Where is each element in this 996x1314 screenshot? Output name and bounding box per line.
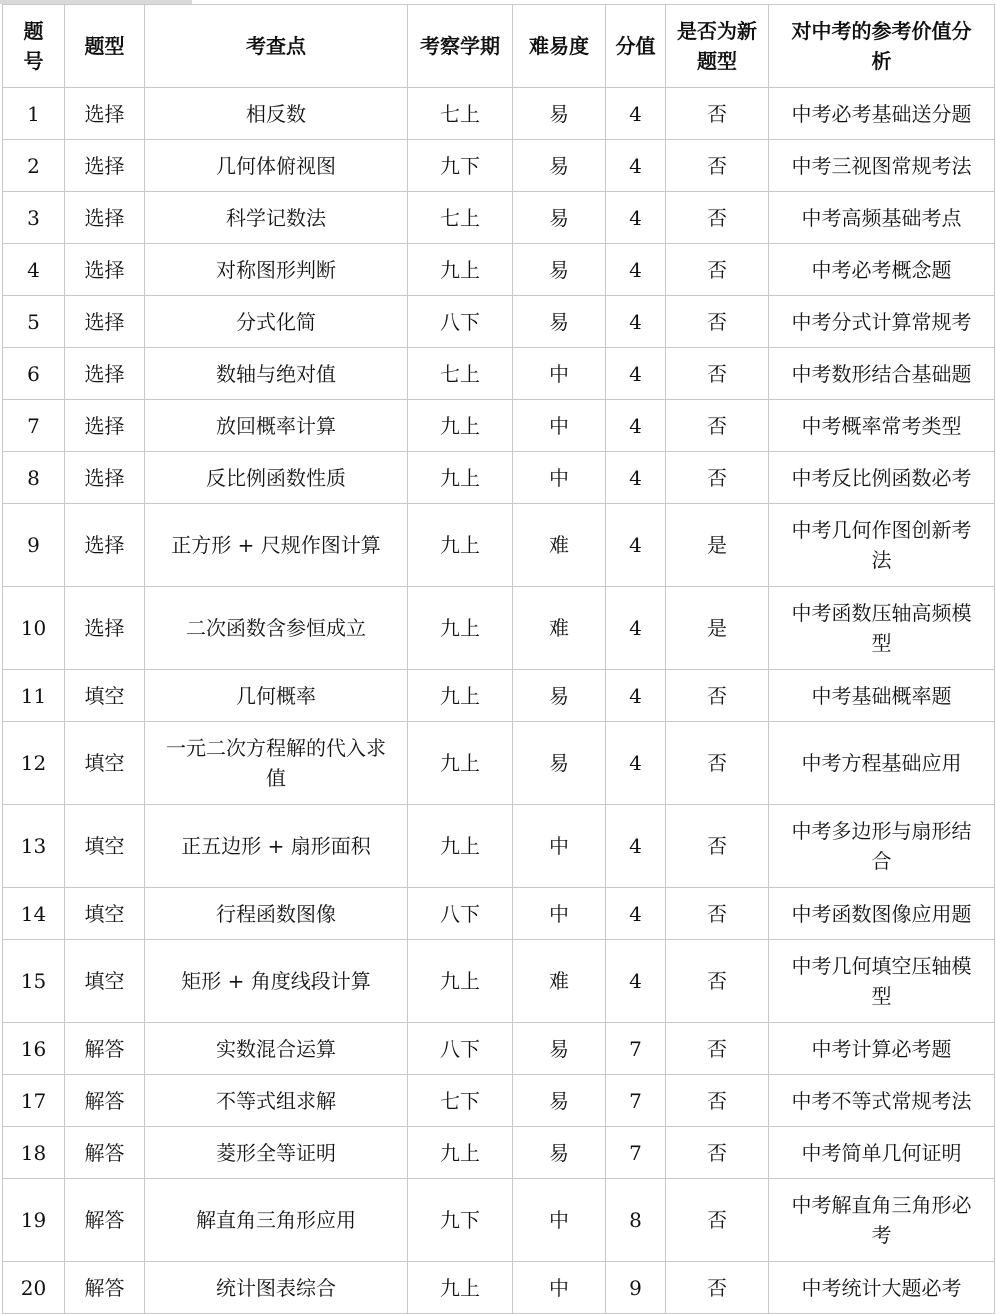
cell-reference-value: 中考反比例函数必考: [769, 452, 995, 504]
header-question-no: 题号: [3, 5, 65, 88]
cell-term: 九上: [408, 940, 513, 1023]
cell-reference-value: 中考概率常考类型: [769, 400, 995, 452]
cell-new-type: 否: [666, 452, 769, 504]
cell-new-type: 否: [666, 805, 769, 888]
cell-score: 4: [606, 888, 666, 940]
cell-question-type: 选择: [65, 140, 145, 192]
cell-new-type: 是: [666, 587, 769, 670]
cell-question-type: 解答: [65, 1075, 145, 1127]
cell-difficulty: 易: [513, 1023, 606, 1075]
cell-term: 九下: [408, 1179, 513, 1262]
cell-term: 九上: [408, 1127, 513, 1179]
cell-new-type: 否: [666, 348, 769, 400]
cell-term: 九上: [408, 400, 513, 452]
cell-new-type: 否: [666, 1179, 769, 1262]
cell-question-type: 选择: [65, 244, 145, 296]
cell-difficulty: 难: [513, 587, 606, 670]
table-row: [3, 940, 995, 1023]
table-row: [3, 244, 995, 296]
header-question-type: 题型: [65, 5, 145, 88]
cell-knowledge-point: 正方形 + 尺规作图计算: [145, 504, 408, 587]
cell-new-type: 否: [666, 1262, 769, 1314]
cell-reference-value: 中考函数压轴高频模型: [769, 587, 995, 670]
cell-knowledge-point: 菱形全等证明: [145, 1127, 408, 1179]
cell-difficulty: 难: [513, 940, 606, 1023]
cell-term: 九上: [408, 805, 513, 888]
cell-term: 八下: [408, 888, 513, 940]
cell-difficulty: 易: [513, 722, 606, 805]
cell-score: 4: [606, 722, 666, 805]
cell-new-type: 否: [666, 670, 769, 722]
cell-term: 九上: [408, 722, 513, 805]
header-term: 考察学期: [408, 5, 513, 88]
table-row: [3, 296, 995, 348]
cell-term: 九上: [408, 452, 513, 504]
cell-term: 九上: [408, 244, 513, 296]
cell-question-no: 12: [3, 722, 65, 805]
cell-question-no: 18: [3, 1127, 65, 1179]
cell-knowledge-point: 几何体俯视图: [145, 140, 408, 192]
cell-new-type: 否: [666, 296, 769, 348]
cell-question-no: 14: [3, 888, 65, 940]
table-row: [3, 722, 995, 805]
cell-question-no: 6: [3, 348, 65, 400]
cell-knowledge-point: 科学记数法: [145, 192, 408, 244]
cell-reference-value: 中考方程基础应用: [769, 722, 995, 805]
cell-term: 九上: [408, 504, 513, 587]
table-row: [3, 587, 995, 670]
exam-analysis-table: [2, 4, 995, 1314]
cell-new-type: 否: [666, 192, 769, 244]
cell-difficulty: 中: [513, 1262, 606, 1314]
table-row: [3, 1075, 995, 1127]
cell-question-type: 填空: [65, 940, 145, 1023]
cell-question-type: 填空: [65, 805, 145, 888]
cell-difficulty: 易: [513, 296, 606, 348]
cell-question-type: 选择: [65, 296, 145, 348]
cell-term: 九下: [408, 140, 513, 192]
cell-question-no: 10: [3, 587, 65, 670]
cell-score: 4: [606, 940, 666, 1023]
cell-reference-value: 中考简单几何证明: [769, 1127, 995, 1179]
cell-term: 九上: [408, 1262, 513, 1314]
cell-question-type: 选择: [65, 587, 145, 670]
cell-score: 7: [606, 1023, 666, 1075]
cell-term: 七上: [408, 348, 513, 400]
cell-knowledge-point: 正五边形 + 扇形面积: [145, 805, 408, 888]
cell-question-no: 16: [3, 1023, 65, 1075]
cell-knowledge-point: 放回概率计算: [145, 400, 408, 452]
cell-score: 7: [606, 1127, 666, 1179]
cell-difficulty: 易: [513, 140, 606, 192]
cell-new-type: 否: [666, 88, 769, 140]
table-row: [3, 140, 995, 192]
cell-difficulty: 中: [513, 348, 606, 400]
cell-score: 4: [606, 348, 666, 400]
cell-question-no: 15: [3, 940, 65, 1023]
header-reference-value: 对中考的参考价值分析: [769, 5, 995, 88]
cell-reference-value: 中考必考基础送分题: [769, 88, 995, 140]
cell-difficulty: 难: [513, 504, 606, 587]
cell-knowledge-point: 实数混合运算: [145, 1023, 408, 1075]
cell-question-no: 3: [3, 192, 65, 244]
cell-knowledge-point: 相反数: [145, 88, 408, 140]
cell-new-type: 否: [666, 1023, 769, 1075]
header-knowledge-point: 考查点: [145, 5, 408, 88]
header-new-type: 是否为新题型: [666, 5, 769, 88]
cell-term: 八下: [408, 1023, 513, 1075]
cell-question-type: 填空: [65, 722, 145, 805]
cell-knowledge-point: 数轴与绝对值: [145, 348, 408, 400]
table-row: [3, 888, 995, 940]
cell-question-no: 2: [3, 140, 65, 192]
cell-score: 7: [606, 1075, 666, 1127]
cell-knowledge-point: 不等式组求解: [145, 1075, 408, 1127]
cell-knowledge-point: 一元二次方程解的代入求值: [145, 722, 408, 805]
cell-new-type: 是: [666, 504, 769, 587]
cell-score: 4: [606, 805, 666, 888]
cell-score: 4: [606, 670, 666, 722]
cell-score: 4: [606, 88, 666, 140]
cell-question-no: 8: [3, 452, 65, 504]
cell-new-type: 否: [666, 888, 769, 940]
cell-question-no: 11: [3, 670, 65, 722]
cell-question-type: 选择: [65, 504, 145, 587]
cell-difficulty: 中: [513, 888, 606, 940]
cell-reference-value: 中考数形结合基础题: [769, 348, 995, 400]
cell-new-type: 否: [666, 1127, 769, 1179]
cell-term: 八下: [408, 296, 513, 348]
header-row: [3, 5, 995, 88]
cell-score: 4: [606, 400, 666, 452]
cell-new-type: 否: [666, 244, 769, 296]
cell-difficulty: 易: [513, 88, 606, 140]
cell-question-no: 20: [3, 1262, 65, 1314]
table-row: [3, 452, 995, 504]
cell-knowledge-point: 对称图形判断: [145, 244, 408, 296]
cell-question-no: 7: [3, 400, 65, 452]
cell-reference-value: 中考基础概率题: [769, 670, 995, 722]
cell-score: 4: [606, 587, 666, 670]
table-row: [3, 192, 995, 244]
cell-question-no: 9: [3, 504, 65, 587]
table-row: [3, 670, 995, 722]
cell-term: 七上: [408, 192, 513, 244]
cell-reference-value: 中考高频基础考点: [769, 192, 995, 244]
cell-question-type: 填空: [65, 888, 145, 940]
cell-knowledge-point: 矩形 + 角度线段计算: [145, 940, 408, 1023]
cell-term: 九上: [408, 670, 513, 722]
cell-difficulty: 易: [513, 244, 606, 296]
cell-reference-value: 中考计算必考题: [769, 1023, 995, 1075]
cell-reference-value: 中考统计大题必考: [769, 1262, 995, 1314]
cell-score: 4: [606, 296, 666, 348]
cell-question-no: 17: [3, 1075, 65, 1127]
table-row: [3, 400, 995, 452]
cell-knowledge-point: 行程函数图像: [145, 888, 408, 940]
cell-knowledge-point: 几何概率: [145, 670, 408, 722]
table-header: [3, 5, 995, 88]
cell-reference-value: 中考解直角三角形必考: [769, 1179, 995, 1262]
table-row: [3, 805, 995, 888]
cell-knowledge-point: 分式化简: [145, 296, 408, 348]
cell-question-no: 13: [3, 805, 65, 888]
table-row: [3, 1262, 995, 1314]
cell-reference-value: 中考不等式常规考法: [769, 1075, 995, 1127]
cell-question-no: 5: [3, 296, 65, 348]
cell-knowledge-point: 统计图表综合: [145, 1262, 408, 1314]
cell-question-no: 1: [3, 88, 65, 140]
cell-question-type: 解答: [65, 1179, 145, 1262]
cell-difficulty: 易: [513, 1075, 606, 1127]
table-body: [3, 88, 995, 1314]
table-row: [3, 1179, 995, 1262]
cell-question-type: 填空: [65, 670, 145, 722]
table-row: [3, 348, 995, 400]
cell-difficulty: 易: [513, 1127, 606, 1179]
cell-term: 七下: [408, 1075, 513, 1127]
table-row: [3, 504, 995, 587]
cell-reference-value: 中考多边形与扇形结合: [769, 805, 995, 888]
cell-question-type: 选择: [65, 192, 145, 244]
cell-difficulty: 中: [513, 400, 606, 452]
cell-reference-value: 中考三视图常规考法: [769, 140, 995, 192]
cell-score: 4: [606, 192, 666, 244]
cell-question-type: 解答: [65, 1023, 145, 1075]
cell-new-type: 否: [666, 722, 769, 805]
cell-knowledge-point: 解直角三角形应用: [145, 1179, 408, 1262]
cell-score: 4: [606, 452, 666, 504]
cell-new-type: 否: [666, 400, 769, 452]
header-difficulty: 难易度: [513, 5, 606, 88]
table-row: [3, 1127, 995, 1179]
cell-new-type: 否: [666, 940, 769, 1023]
cell-term: 九上: [408, 587, 513, 670]
cell-difficulty: 易: [513, 192, 606, 244]
header-score: 分值: [606, 5, 666, 88]
cell-reference-value: 中考函数图像应用题: [769, 888, 995, 940]
cell-new-type: 否: [666, 140, 769, 192]
cell-question-type: 选择: [65, 400, 145, 452]
cell-knowledge-point: 反比例函数性质: [145, 452, 408, 504]
cell-question-no: 4: [3, 244, 65, 296]
cell-difficulty: 易: [513, 670, 606, 722]
cell-new-type: 否: [666, 1075, 769, 1127]
cell-score: 9: [606, 1262, 666, 1314]
cell-knowledge-point: 二次函数含参恒成立: [145, 587, 408, 670]
cell-reference-value: 中考几何作图创新考法: [769, 504, 995, 587]
cell-score: 4: [606, 504, 666, 587]
cell-question-type: 选择: [65, 348, 145, 400]
cell-reference-value: 中考必考概念题: [769, 244, 995, 296]
cell-score: 4: [606, 140, 666, 192]
cell-question-type: 选择: [65, 452, 145, 504]
cell-question-type: 解答: [65, 1262, 145, 1314]
cell-reference-value: 中考几何填空压轴模型: [769, 940, 995, 1023]
cell-question-type: 选择: [65, 88, 145, 140]
cell-reference-value: 中考分式计算常规考: [769, 296, 995, 348]
table-row: [3, 88, 995, 140]
cell-difficulty: 中: [513, 805, 606, 888]
cell-score: 4: [606, 244, 666, 296]
cell-term: 七上: [408, 88, 513, 140]
cell-difficulty: 中: [513, 452, 606, 504]
table-row: [3, 1023, 995, 1075]
cell-difficulty: 中: [513, 1179, 606, 1262]
cell-score: 8: [606, 1179, 666, 1262]
cell-question-no: 19: [3, 1179, 65, 1262]
cell-question-type: 解答: [65, 1127, 145, 1179]
